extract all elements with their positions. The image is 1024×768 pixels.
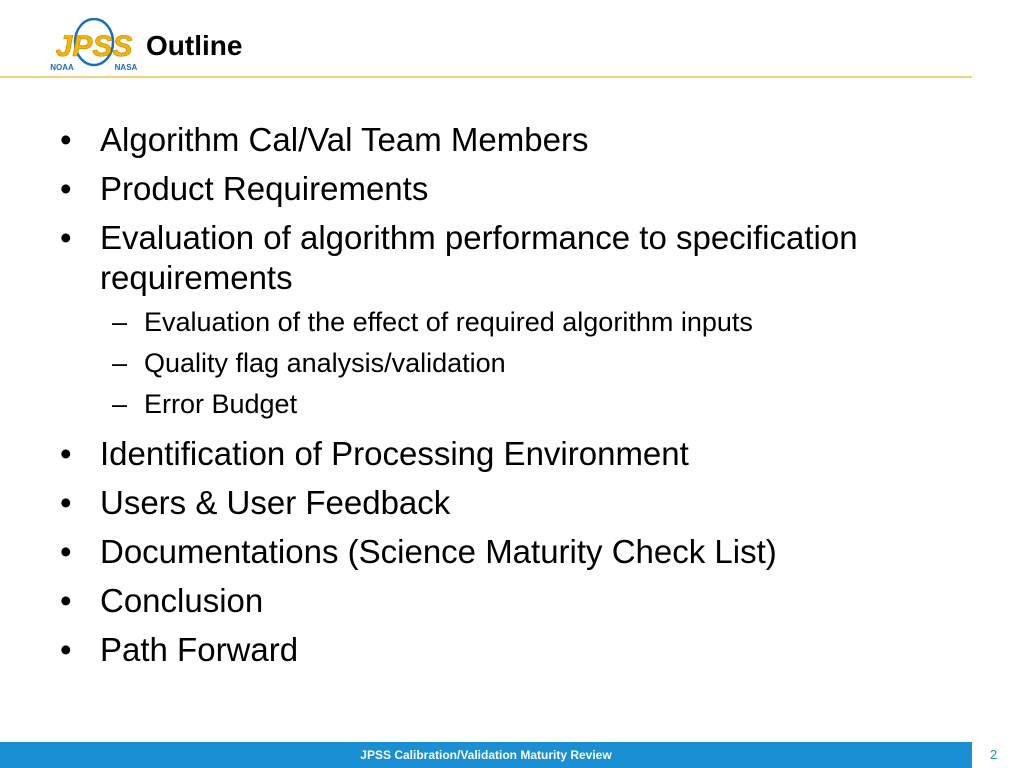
outline-item <box>0 630 1000 670</box>
bullet-icon: • <box>60 170 72 207</box>
sub-item <box>100 384 1000 425</box>
outline-item-text: Identification of Processing Environment <box>100 435 689 472</box>
page-number: 2 <box>990 747 998 762</box>
logo-wordmark: JPSS <box>55 30 133 63</box>
slide-header <box>0 0 1024 80</box>
sub-item-text: Quality flag analysis/validation <box>144 348 506 378</box>
outline-item <box>0 581 1000 621</box>
sub-item-text: Error Budget <box>144 389 298 419</box>
outline-item-text: Evaluation of algorithm performance to specification requirements <box>100 219 858 296</box>
bullet-icon: • <box>60 484 72 521</box>
sub-item <box>100 343 1000 384</box>
footer-bar <box>0 742 972 768</box>
bullet-icon: • <box>60 219 72 256</box>
outline-item-text: Algorithm Cal/Val Team Members <box>100 121 589 158</box>
outline-item <box>0 434 1000 474</box>
logo-noaa-label: NOAA <box>50 63 74 72</box>
outline-item <box>0 532 1000 572</box>
sub-item <box>100 302 1000 343</box>
bullet-icon: • <box>60 435 72 472</box>
outline-item-text: Users & User Feedback <box>100 484 451 521</box>
sub-item-text: Evaluation of the effect of required algorithm inputs <box>144 307 753 337</box>
outline-item <box>0 218 1000 425</box>
outline-item <box>0 169 1000 209</box>
bullet-icon: • <box>60 121 72 158</box>
outline-list <box>0 120 1000 670</box>
slide-title: Outline <box>146 30 243 61</box>
dash-icon: – <box>112 307 128 337</box>
outline-item-text: Product Requirements <box>100 170 429 207</box>
bullet-icon: • <box>60 533 72 570</box>
outline-item <box>0 483 1000 523</box>
footer-text: JPSS Calibration/Validation Maturity Review <box>360 748 612 762</box>
sub-list <box>100 302 1000 425</box>
dash-icon: – <box>112 348 128 378</box>
outline-item-text: Documentations (Science Maturity Check List) <box>100 533 777 570</box>
dash-icon: – <box>112 389 128 419</box>
bullet-icon: • <box>60 582 72 619</box>
outline-item-text: Conclusion <box>100 582 264 619</box>
outline-content <box>0 120 1000 679</box>
logo-nasa-label: NASA <box>114 63 138 72</box>
outline-item <box>0 120 1000 160</box>
outline-item-text: Path Forward <box>100 631 299 668</box>
jpss-logo-icon <box>48 18 140 76</box>
header-divider <box>0 76 972 78</box>
bullet-icon: • <box>60 631 72 668</box>
